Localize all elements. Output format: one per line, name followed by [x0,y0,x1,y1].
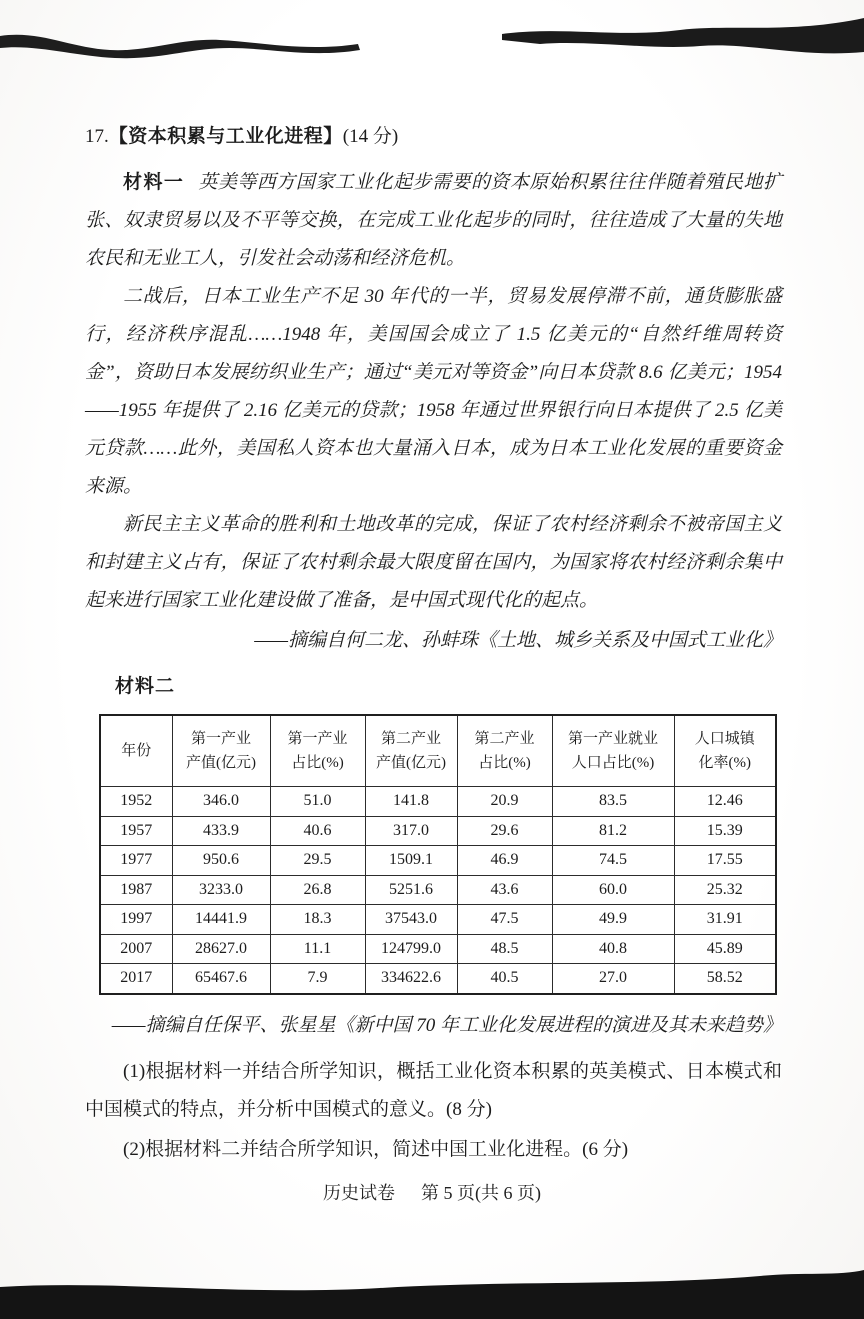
table-cell: 51.0 [270,787,365,817]
table-header-secondary-share [457,715,552,787]
table-row [100,934,776,964]
scan-artifact-top-left [0,35,360,58]
sub-question-1: (1)根据材料一并结合所学知识，概括工业化资本积累的英美模式、日本模式和中国模式的特点，并分析中国模式的意义。(8 分) [85,1060,782,1120]
table-cell: 40.5 [457,964,552,994]
table-header-secondary-output [365,715,457,787]
table-cell: 1952 [100,787,172,817]
table-cell: 40.8 [552,934,674,964]
header-line: 第一产业 [190,731,251,747]
material-one-paragraph-1 [85,164,782,278]
table-cell: 65467.6 [172,964,270,994]
table-cell: 334622.6 [365,964,457,994]
table-cell: 433.9 [172,816,270,846]
scan-artifact-top-right [502,18,864,53]
table-row [100,964,776,994]
table-cell: 26.8 [270,875,365,905]
header-line: 人口城镇 [694,731,755,747]
table-cell: 1977 [100,846,172,876]
material-one-paragraph-2: 二战后，日本工业生产不足 30 年代的一半，贸易发展停滞不前，通货膨胀盛行，经济秩序混乱……1948 年，美国国会成立了 1.5 亿美元的“自然纤维周转资金”，资助日本发展纺织业生产；通过“美元对等资金”向日本贷款 8.6 亿美元；1954——1955 年提供了 2.16 亿美元的贷款；1958 年通过世界银行向日本提供了 2.5 亿美元贷款……此外，美国私人资本也大量涌入日本，成为日本工业化发展的重要资金来源。 [85,286,782,497]
question-title-text: 【资本积累与工业化进程】 [108,126,343,147]
table-cell: 18.3 [270,905,365,935]
table-cell: 29.5 [270,846,365,876]
table-cell: 15.39 [674,816,776,846]
table-cell: 2017 [100,964,172,994]
table-cell: 7.9 [270,964,365,994]
table-cell: 14441.9 [172,905,270,935]
table-cell: 83.5 [552,787,674,817]
material-two-label: 材料二 [115,676,176,697]
table-cell: 1509.1 [365,846,457,876]
table-row [100,816,776,846]
table-cell: 20.9 [457,787,552,817]
scan-artifact-bottom-band [0,1270,864,1319]
header-line: 年份 [121,743,152,759]
table-cell: 317.0 [365,816,457,846]
question-title [85,118,782,156]
table-cell: 1997 [100,905,172,935]
table-row [100,846,776,876]
question-points: (14 分) [342,126,399,147]
table-header-year [100,715,172,787]
material-one-attribution: ——摘编自何二龙、孙蚌珠《土地、城乡关系及中国式工业化》 [254,630,782,651]
table-cell: 45.89 [674,934,776,964]
table-cell: 40.6 [270,816,365,846]
material-one-label: 材料一 [123,172,185,193]
table-cell: 43.6 [457,875,552,905]
header-line: 占比(%) [291,755,344,771]
table-row [100,787,776,817]
table-cell: 27.0 [552,964,674,994]
table-header-primary-share [270,715,365,787]
table-cell: 25.32 [674,875,776,905]
table-row [100,875,776,905]
table-cell: 950.6 [172,846,270,876]
table-cell: 74.5 [552,846,674,876]
header-line: 化率(%) [698,755,751,771]
material-two-attribution: ——摘编自任保平、张星星《新中国 70 年工业化发展进程的演进及其未来趋势》 [111,1014,782,1036]
header-line: 第二产业 [474,731,535,747]
table-cell: 81.2 [552,816,674,846]
header-line: 第一产业 [287,731,348,747]
table-cell: 49.9 [552,905,674,935]
table-cell: 1957 [100,816,172,846]
table-cell: 37543.0 [365,905,457,935]
table-header-urbanization [674,715,776,787]
table-cell: 346.0 [172,787,270,817]
table-cell: 46.9 [457,846,552,876]
exam-question-block [85,118,782,1169]
table-cell: 124799.0 [365,934,457,964]
page-number: 第 5 页(共 6 页) [421,1183,541,1203]
table-cell: 1987 [100,875,172,905]
table-cell: 58.52 [674,964,776,994]
question-number: 17. [85,126,109,147]
table-cell: 12.46 [674,787,776,817]
table-cell: 5251.6 [365,875,457,905]
table-cell: 60.0 [552,875,674,905]
table-cell: 28627.0 [172,934,270,964]
table-cell: 31.91 [674,905,776,935]
table-cell: 3233.0 [172,875,270,905]
table-header-primary-output [172,715,270,787]
table-cell: 48.5 [457,934,552,964]
table-cell: 17.55 [674,846,776,876]
table-cell: 2007 [100,934,172,964]
header-line: 第一产业就业 [567,731,658,747]
sub-question-2: (2)根据材料二并结合所学知识，简述中国工业化进程。(6 分) [123,1138,629,1160]
table-header-row [100,715,776,787]
table-row [100,905,776,935]
material-one-paragraph-3: 新民主主义革命的胜利和土地改革的完成，保证了农村经济剩余不被帝国主义和封建主义占有，保证了农村剩余最大限度留在国内，为国家将农村经济剩余集中起来进行国家工业化建设做了准备，是中国式现代化的起点。 [85,514,782,611]
page-footer [0,1178,864,1208]
table-header-primary-employment [552,715,674,787]
header-line: 占比(%) [478,755,531,771]
header-line: 产值(亿元) [376,755,446,771]
header-line: 产值(亿元) [186,755,256,771]
table-cell: 29.6 [457,816,552,846]
material-one-text-1: 英美等西方国家工业化起步需要的资本原始积累往往伴随着殖民地扩张、奴隶贸易以及不平等交换，在完成工业化起步的同时，往往造成了大量的失地农民和无业工人，引发社会动荡和经济危机。 [85,172,782,269]
header-line: 第二产业 [380,731,441,747]
table-cell: 11.1 [270,934,365,964]
table-cell: 47.5 [457,905,552,935]
table-cell: 141.8 [365,787,457,817]
industrialization-data-table [99,714,777,995]
exam-name: 历史试卷 [323,1183,395,1203]
header-line: 人口占比(%) [571,755,655,771]
